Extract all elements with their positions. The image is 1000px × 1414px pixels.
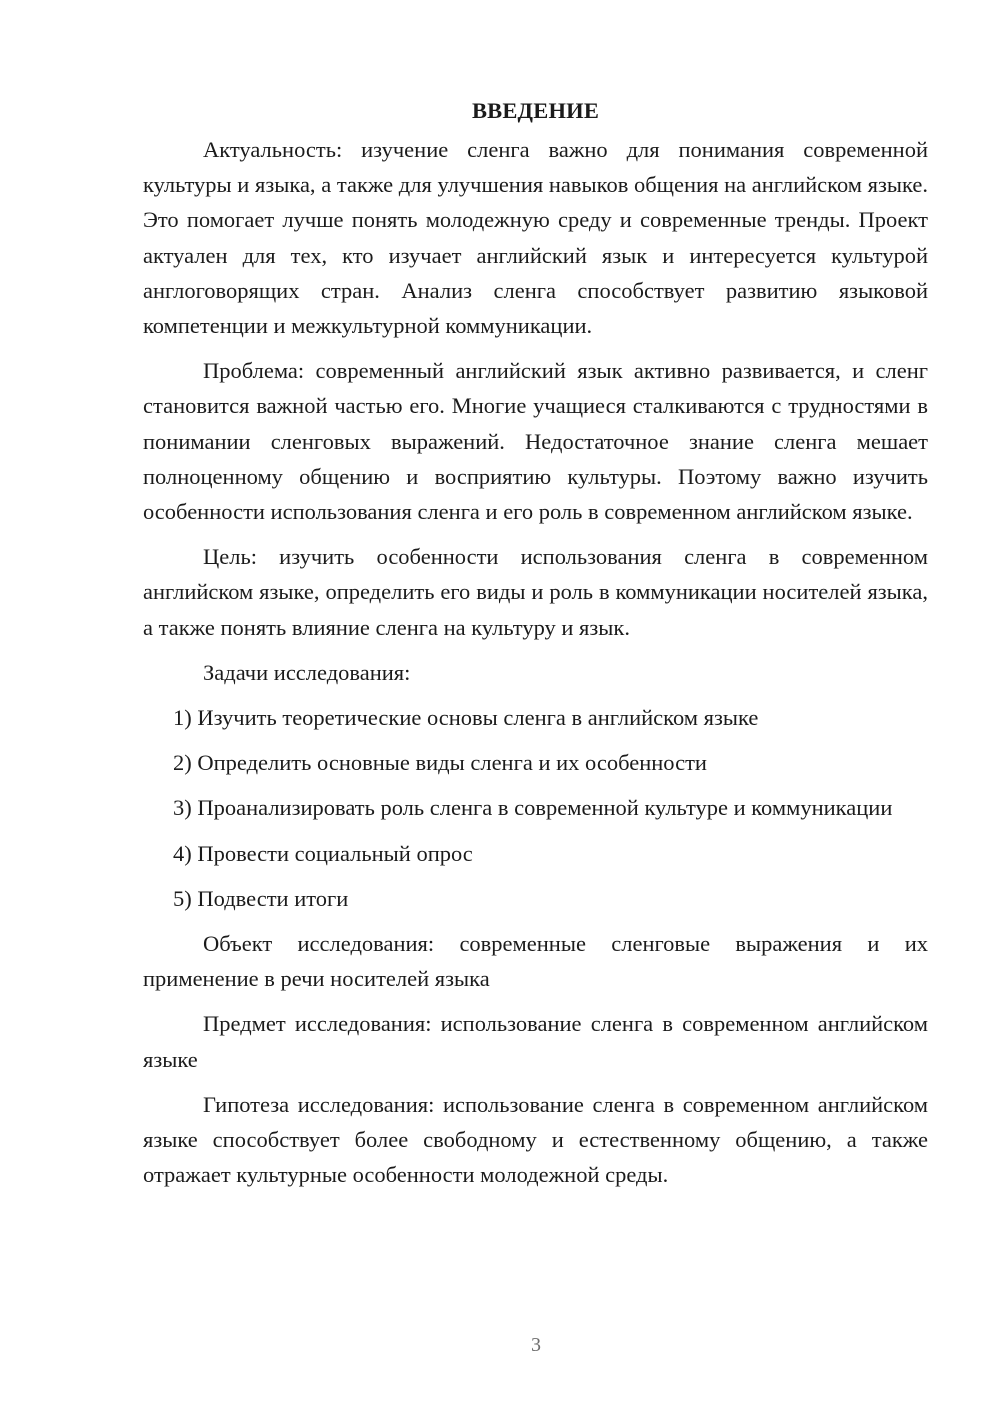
tasks-heading: Задачи исследования: xyxy=(203,659,411,685)
task-item-1: 1) Изучить теоретические основы сленга в английском языке xyxy=(173,705,759,731)
goal-paragraph: Цель: изучить особенности использования сленга в современном английском языке, определить его виды и роль в коммуникации носителей языка, а также понять влияние сленга на культуру и язык. xyxy=(143,544,928,640)
page-number: 3 xyxy=(531,1334,541,1356)
problem-paragraph: Проблема: современный английский язык активно развивается, и сленг становится важной частью его. Многие учащиеся сталкиваются с трудностями в понимании сленговых выражений. Недостаточное знание сленга мешает полноценному общению и восприятию культуры. Поэтому важно изучить особенности использования сленга и его роль в современном английском языке. xyxy=(143,358,928,525)
tasks-list xyxy=(143,700,928,916)
task-item-4: 4) Провести социальный опрос xyxy=(173,840,473,866)
relevance-paragraph: Актуальность: изучение сленга важно для понимания современной культуры и языка, а также для улучшения навыков общения на английском языке. Это помогает лучше понять молодежную среду и современные тренды. Проект актуален для тех, кто изучает английский язык и интересуется культурой англоговорящих стран. Анализ сленга способствует развитию языковой компетенции и межкультурной коммуникации. xyxy=(143,137,928,339)
document-page xyxy=(143,96,928,1202)
object-paragraph: Объект исследования: современные сленговые выражения и их применение в речи носителей языка xyxy=(143,931,928,992)
task-item-2: 2) Определить основные виды сленга и их особенности xyxy=(173,750,707,776)
hypothesis-paragraph: Гипотеза исследования: использование сленга в современном английском языке способствует более свободному и естественному общению, а также отражает культурные особенности молодежной среды. xyxy=(143,1091,928,1188)
subject-paragraph: Предмет исследования: использование сленга в современном английском языке xyxy=(143,1011,928,1072)
task-item-5: 5) Подвести итоги xyxy=(173,885,349,911)
task-item-3: 3) Проанализировать роль сленга в современной культуре и коммуникации xyxy=(173,795,893,821)
page-title: ВВЕДЕНИЕ xyxy=(471,98,600,123)
